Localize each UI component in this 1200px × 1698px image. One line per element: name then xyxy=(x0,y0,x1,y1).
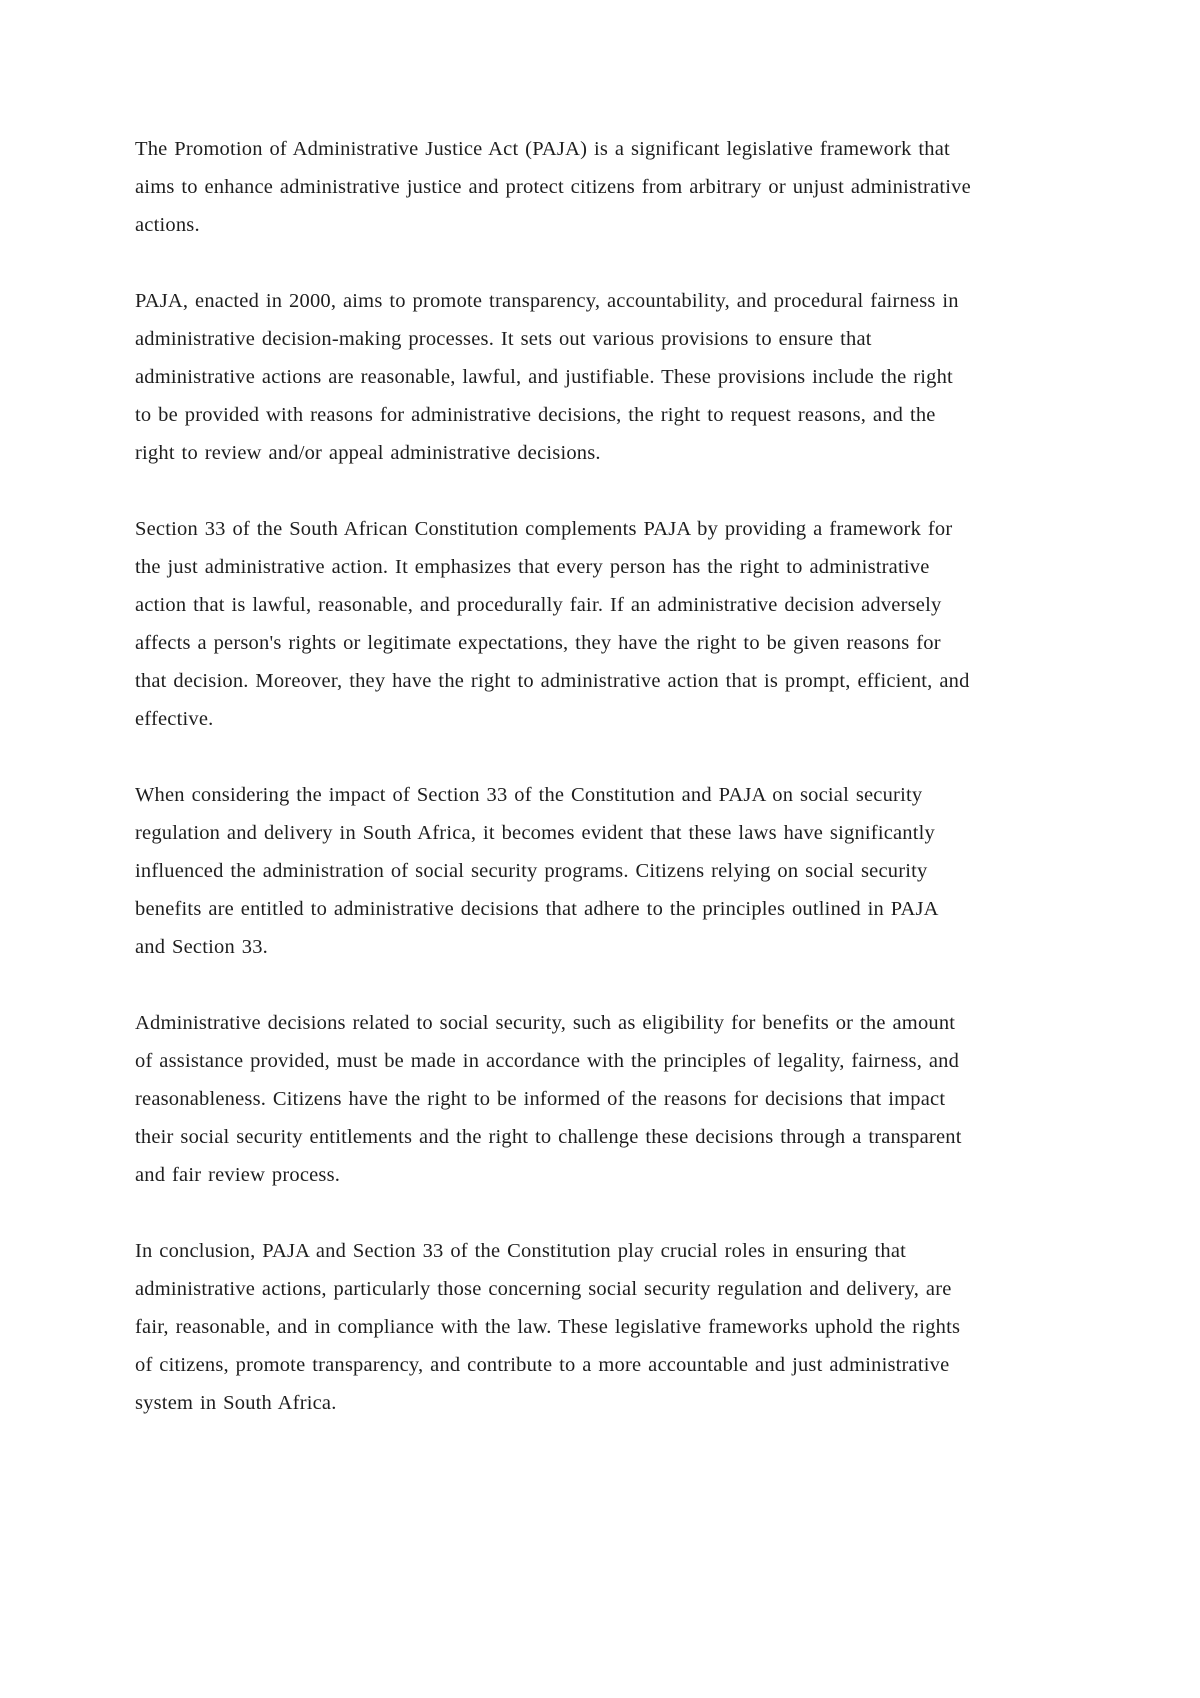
paragraph-section-33: Section 33 of the South African Constitution complements PAJA by providing a framework for the just administrative action. It emphasizes that every person has the right to administrative action that is lawful, reasonable, and procedurally fair. If an administrative decision adversely affects a person's rights or legitimate expectations, they have the right to be given reasons for that decision. Moreover, they have the right to administrative action that is prompt, efficient, and effective. xyxy=(135,518,970,730)
paragraph-intro: The Promotion of Administrative Justice Act (PAJA) is a significant legislative framework that aims to enhance administrative justice and protect citizens from arbitrary or unjust administrative actions. xyxy=(135,138,971,236)
paragraph-social-security-impact: When considering the impact of Section 33 of the Constitution and PAJA on social security regulation and delivery in South Africa, it becomes evident that these laws have significantly influenced the administration of social security programs. Citizens relying on social security benefits are entitled to administrative decisions that adhere to the principles outlined in PAJA and Section 33. xyxy=(135,784,938,958)
paragraph-paja-overview: PAJA, enacted in 2000, aims to promote transparency, accountability, and procedural fairness in administrative decision-making processes. It sets out various provisions to ensure that administrative actions are reasonable, lawful, and justifiable. These provisions include the right to be provided with reasons for administrative decisions, the right to request reasons, and the right to review and/or appeal administrative decisions. xyxy=(135,290,959,464)
paragraph-conclusion: In conclusion, PAJA and Section 33 of the Constitution play crucial roles in ensuring that administrative actions, particularly those concerning social security regulation and delivery, are fair, reasonable, and in compliance with the law. These legislative frameworks uphold the rights of citizens, promote transparency, and contribute to a more accountable and just administrative system in South Africa. xyxy=(135,1240,961,1414)
paragraph-admin-decisions: Administrative decisions related to social security, such as eligibility for benefits or the amount of assistance provided, must be made in accordance with the principles of legality, fairness, and reasonableness. Citizens have the right to be informed of the reasons for decisions that impact their social security entitlements and the right to challenge these decisions through a transparent and fair review process. xyxy=(135,1012,962,1186)
